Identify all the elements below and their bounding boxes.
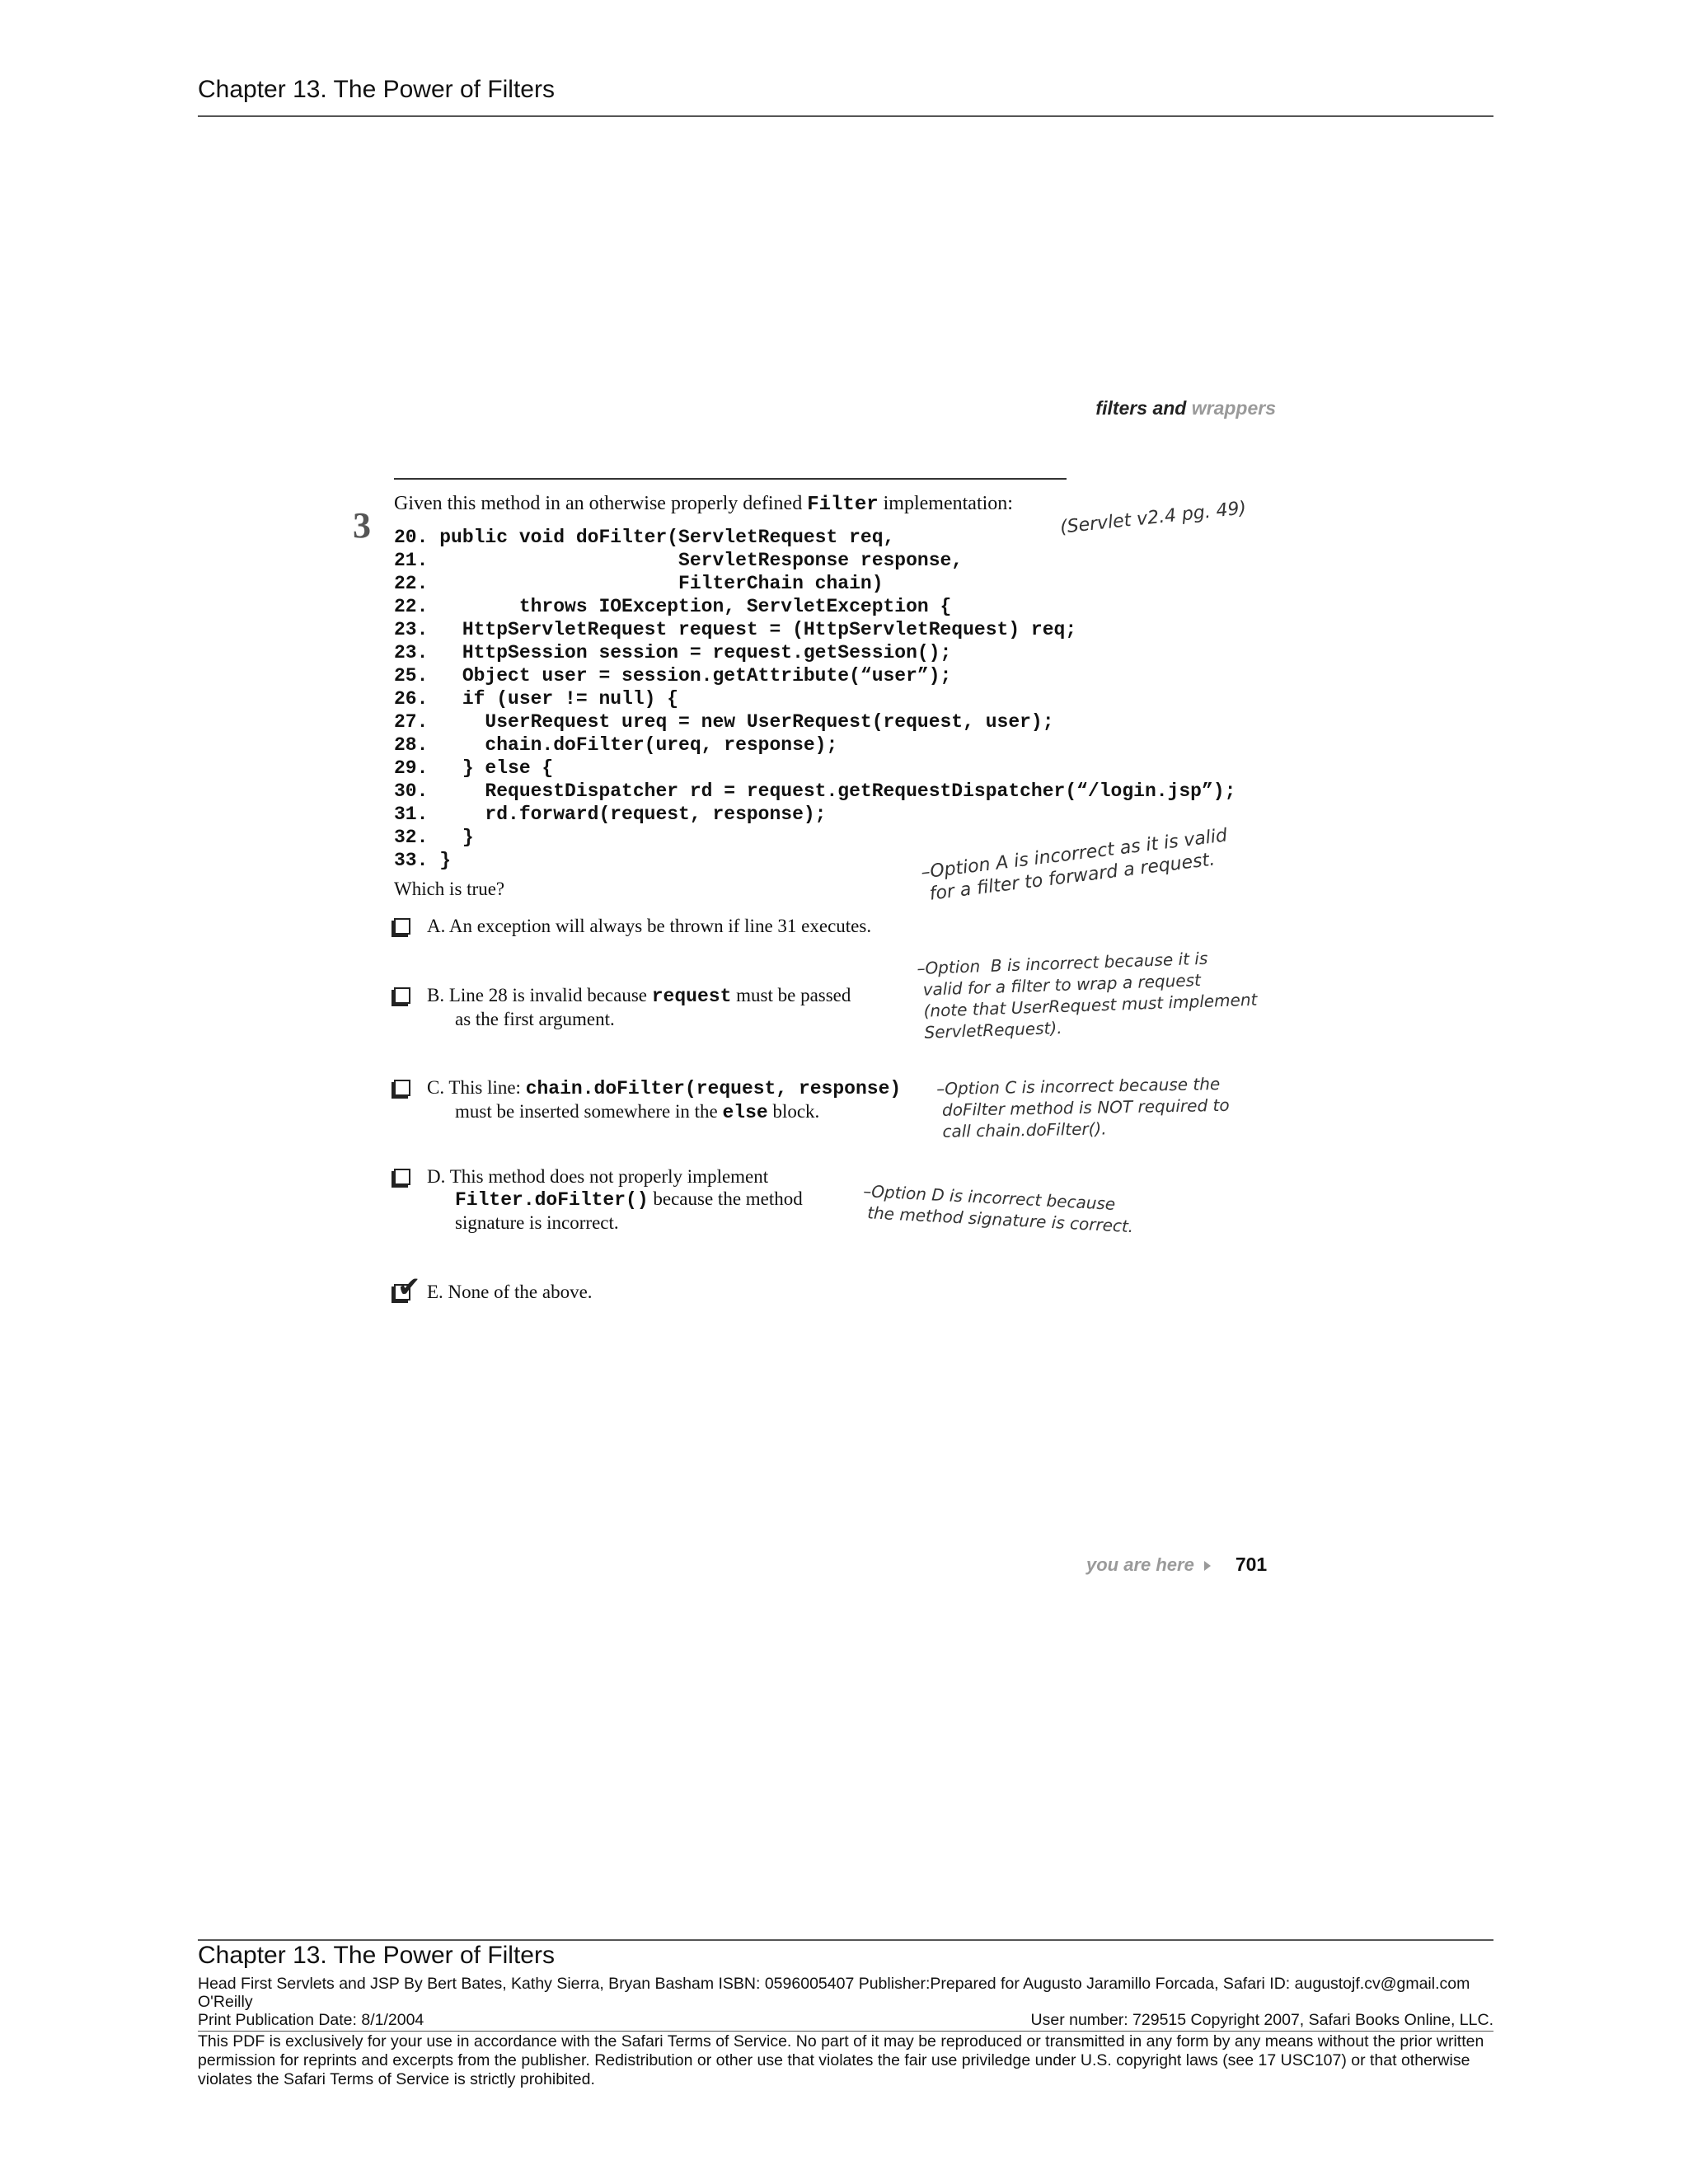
code-line: 22. throws IOException, ServletException { [394, 596, 952, 617]
code-line: 22. FilterChain chain) [394, 573, 884, 594]
which-is-true-label: Which is true? [394, 879, 505, 899]
code-line: 26. if (user != null) { [394, 688, 679, 710]
code-line: 21. ServletResponse response, [394, 550, 964, 571]
checkmark-icon: ✔ [397, 1271, 421, 1304]
code-line: 23. HttpServletRequest request = (HttpServletRequest) req; [394, 619, 1077, 640]
option-d-line2-code: Filter.doFilter() [455, 1189, 649, 1211]
question-intro [394, 493, 1013, 516]
code-line: 20. public void doFilter(ServletRequest req, [394, 527, 895, 548]
footer-user-info: User number: 729515 Copyright 2007, Safari Books Online, LLC. [1030, 2011, 1493, 2029]
code-line: 31. rd.forward(request, response); [394, 804, 827, 825]
option-b-code: request [651, 986, 732, 1007]
option-d-checkbox[interactable] [394, 1169, 410, 1185]
option-c-line2-prefix: must be inserted somewhere in the [455, 1101, 723, 1122]
footer-chapter-title: Chapter 13. The Power of Filters [198, 1942, 555, 1969]
option-e-text: E. None of the above. [427, 1282, 593, 1302]
code-line: 27. UserRequest ureq = new UserRequest(request, user); [394, 711, 1054, 733]
code-line: 23. HttpSession session = request.getSession(); [394, 642, 952, 663]
reference-note: (Servlet v2.4 pg. 49) [1059, 498, 1248, 538]
page-footer [1086, 1554, 1267, 1576]
handwritten-note-c: –Option C is incorrect because the doFilter method is NOT required to call chain.doFilter(). [936, 1073, 1230, 1141]
chapter-header-title: Chapter 13. The Power of Filters [198, 76, 555, 103]
running-head-part-b: wrappers [1191, 397, 1276, 419]
code-line: 33. } [394, 850, 452, 871]
question-number: 3 [353, 505, 371, 546]
footer-book-info: Head First Servlets and JSP By Bert Bates, Kathy Sierra, Bryan Basham ISBN: 0596005407 Publisher:Prepared for Augusto Jaramillo Forcada, Safari ID: augustojf.cv@gmail.com [198, 1975, 1470, 1993]
option-d-line2-suffix: because the method [648, 1188, 803, 1209]
code-line: 30. RequestDispatcher rd = request.getRequestDispatcher(“/login.jsp”); [394, 780, 1236, 802]
handwritten-note-a: –Option A is incorrect as it is valid for a filter to forward a request. [920, 825, 1229, 906]
question-divider [394, 478, 1067, 480]
page-number: 701 [1235, 1554, 1268, 1575]
header-divider [198, 115, 1493, 117]
option-c-checkbox[interactable] [394, 1080, 410, 1096]
running-head-part-a: filters and [1095, 397, 1187, 419]
option-b-suffix: must be passed [731, 985, 851, 1005]
option-c-code: chain.doFilter(request, response) [525, 1078, 902, 1099]
option-c-prefix: C. This line: [427, 1077, 526, 1098]
you-are-here-label: you are here [1086, 1554, 1194, 1575]
question-intro-suffix: implementation: [878, 493, 1013, 514]
code-listing [394, 526, 1236, 872]
footer-print-date: Print Publication Date: 8/1/2004 [198, 2011, 424, 2029]
option-a-checkbox[interactable] [394, 918, 410, 935]
footer-terms: This PDF is exclusively for your use in accordance with the Safari Terms of Service. No part of it may be reproduced or transmitted in any form by any means without the prior written permission for reprints and excerpts from the publisher. Redistribution or other use that violates the fair use priviledge under U.S. copyright laws (see 17 USC107) or that otherwise violates the Safari Terms of Service is strictly prohibited. [198, 2032, 1484, 2088]
option-d-line3: signature is incorrect. [455, 1212, 619, 1233]
question-intro-code: Filter [807, 494, 879, 516]
option-b-line2: as the first argument. [455, 1009, 615, 1029]
code-line: 29. } else { [394, 757, 554, 779]
triangle-right-icon [1204, 1561, 1211, 1571]
question-intro-prefix: Given this method in an otherwise properly defined [394, 493, 808, 514]
option-b-checkbox[interactable] [394, 987, 410, 1004]
handwritten-note-d: –Option D is incorrect because the method signature is correct. [861, 1180, 1134, 1237]
option-c-line2-code: else [722, 1102, 768, 1123]
option-c-line2-suffix: block. [767, 1101, 820, 1122]
option-a-text: A. An exception will always be thrown if line 31 executes. [427, 916, 872, 936]
running-head [1071, 397, 1276, 419]
option-b-prefix: B. Line 28 is invalid because [427, 985, 652, 1005]
handwritten-note-b: –Option B is incorrect because it is valid for a filter to wrap a request (note that UserRequest must implement ServletRequest). [917, 948, 1258, 1043]
option-d-line1: D. This method does not properly implement [427, 1166, 769, 1187]
footer-publisher: O'Reilly [198, 1993, 253, 2011]
footer-date-row [198, 2011, 1493, 2030]
footer-divider [198, 1939, 1493, 1941]
footer-divider-2 [198, 2031, 1493, 2032]
code-line: 32. } [394, 827, 474, 848]
code-line: 28. chain.doFilter(ureq, response); [394, 734, 838, 756]
code-line: 25. Object user = session.getAttribute(“user”); [394, 665, 952, 687]
